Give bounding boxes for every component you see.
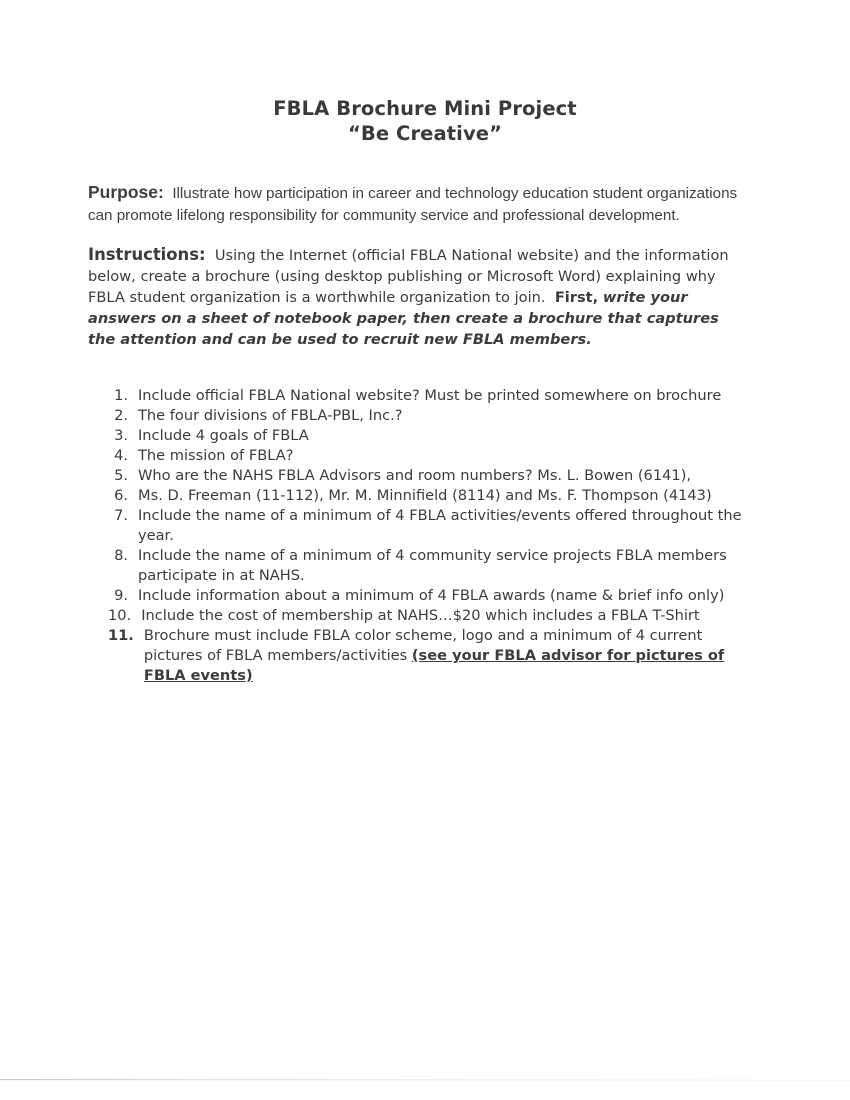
- list-item-text: Include official FBLA National website? Must be printed somewhere on brochure: [138, 387, 722, 404]
- list-item-number: 2.: [114, 407, 128, 424]
- instructions-emphasis-lead: First,: [554, 289, 599, 306]
- scan-edge-shadow: [0, 1080, 850, 1082]
- list-item-text: The mission of FBLA?: [138, 447, 294, 464]
- instructions-spacer-2: [546, 289, 555, 306]
- list-item-text: Include the name of a minimum of 4 community service projects FBLA members participate in at NAHS.: [138, 547, 727, 584]
- list-item: [108, 466, 748, 486]
- list-item: [108, 506, 748, 546]
- list-item-text: Include information about a minimum of 4 FBLA awards (name & brief info only): [138, 587, 725, 604]
- list-item-number: 3.: [114, 427, 128, 444]
- instructions-spacer-1: [206, 247, 215, 264]
- list-item-text: Include the name of a minimum of 4 FBLA activities/events offered throughout the year.: [138, 507, 742, 544]
- instructions-body-text: Using the Internet (official FBLA National website) and the information below, create a brochure (using desktop publishing or Microsoft Word) explaining why FBLA student organization is a worthwhile organization to join.: [88, 247, 729, 306]
- purpose-paragraph: [88, 182, 740, 226]
- list-item-number: 11.: [108, 627, 134, 644]
- document-title-block: [0, 96, 850, 146]
- list-item: [108, 586, 748, 606]
- list-item-number: 1.: [114, 387, 128, 404]
- list-item: [108, 446, 748, 466]
- list-item-emphasis-underlined: (see your FBLA advisor for pictures of FBLA events): [143, 647, 725, 684]
- task-list: [108, 386, 748, 686]
- list-item: [108, 606, 748, 626]
- list-item-number: 4.: [114, 447, 128, 464]
- list-item-text: Include the cost of membership at NAHS…$20 which includes a FBLA T-Shirt: [141, 607, 700, 624]
- instructions-paragraph: [88, 244, 742, 350]
- list-item-number: 5.: [114, 467, 128, 484]
- list-item-text: Ms. D. Freeman (11-112), Mr. M. Minnifield (8114) and Ms. F. Thompson (4143): [138, 487, 712, 504]
- purpose-label: Purpose:: [88, 182, 164, 202]
- instructions-label: Instructions:: [88, 245, 206, 264]
- list-item-number: 9.: [114, 587, 128, 604]
- list-item: [108, 486, 748, 506]
- list-item-text: The four divisions of FBLA-PBL, Inc.?: [138, 407, 403, 424]
- list-item-text-body: Brochure must include FBLA color scheme, logo and a minimum of 4 current pictures of FBLA members/activities: [143, 627, 703, 664]
- list-item: [108, 386, 748, 406]
- list-item-text: Include 4 goals of FBLA: [138, 427, 309, 444]
- list-item-number: 10.: [108, 607, 132, 624]
- list-item-text: [144, 626, 748, 686]
- purpose-body-text: Illustrate how participation in career and technology education student organizations can promote lifelong responsibility for community service and professional development.: [88, 185, 738, 224]
- page-title-line-1: FBLA Brochure Mini Project: [273, 97, 577, 120]
- list-item: [108, 546, 748, 586]
- list-item: [108, 626, 748, 686]
- list-item-number: 7.: [114, 507, 128, 524]
- list-item-text: Who are the NAHS FBLA Advisors and room numbers? Ms. L. Bowen (6141),: [138, 467, 692, 484]
- list-item: [108, 406, 748, 426]
- page-title-line-2: “Be Creative”: [347, 122, 503, 145]
- instructions-emphasis-italic: write your answers on a sheet of notebook paper, then create a brochure that captures the attention and can be used to recruit new FBLA members.: [88, 289, 719, 348]
- list-item-number: 8.: [114, 547, 128, 564]
- list-item: [108, 426, 748, 446]
- list-item-number: 6.: [114, 487, 128, 504]
